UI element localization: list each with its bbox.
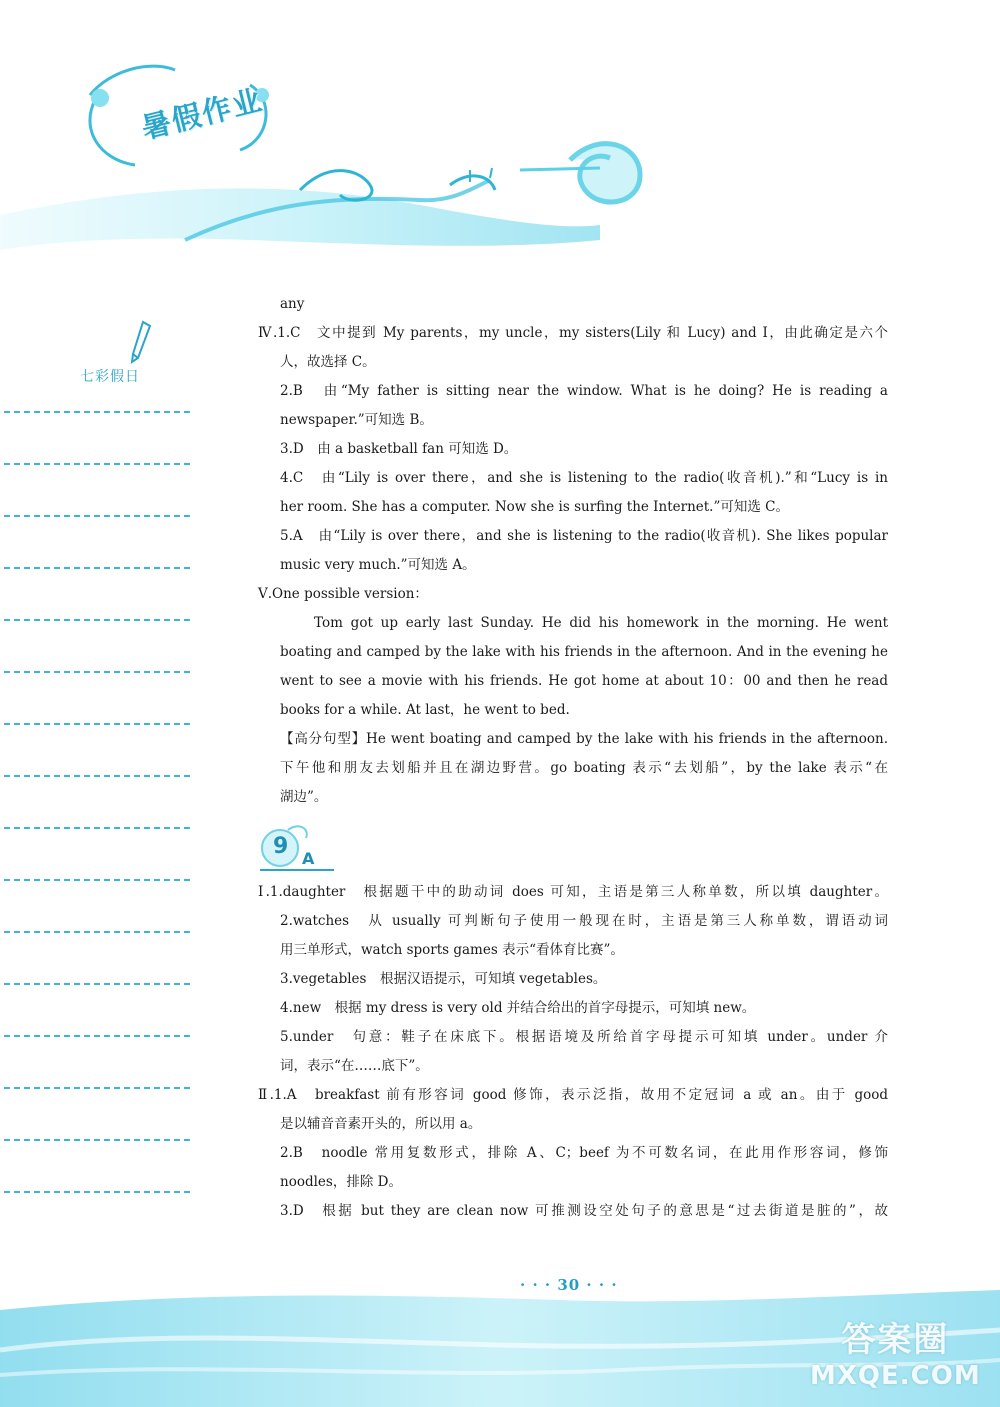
text-line: 2.B 由“My father is sitting near the window. What is he doing? He is reading a — [280, 383, 888, 399]
text-line: Tom got up early last Sunday. He did his homework in the morning. He went — [314, 615, 888, 631]
note-line — [4, 463, 190, 465]
text-line: Ⅰ.1.daughter 根据题干中的助动词 does 可知，主语是第三人称单数，所以填 daughter。 — [258, 884, 888, 900]
note-line — [4, 775, 190, 777]
page-number: · · · 30 · · · — [520, 1276, 618, 1294]
note-line — [4, 1139, 190, 1141]
note-line — [4, 879, 190, 881]
note-line — [4, 619, 190, 621]
note-line — [4, 983, 190, 985]
note-line — [4, 515, 190, 517]
watermark-url: MXQE.COM — [810, 1361, 981, 1391]
text-line: 【高分句型】He went boating and camped by the lake with his friends in the afternoon. — [280, 731, 888, 747]
text-line: her room. She has a computer. Now she is surfing the Internet.”可知选 C。 — [280, 499, 789, 515]
pen-icon — [128, 320, 152, 366]
unit-badge-icon — [258, 824, 338, 874]
note-line — [4, 411, 190, 413]
text-line: 4.new 根据 my dress is very old 并结合给出的首字母提示，可知填 new。 — [280, 1000, 756, 1016]
text-line: boating and camped by the lake with his friends in the afternoon. And in the evening he — [280, 644, 888, 660]
text-line: 是以辅音音素开头的，所以用 a。 — [280, 1116, 482, 1132]
note-line — [4, 827, 190, 829]
text-line: 2.B noodle 常用复数形式，排除 A、C；beef 为不可数名词，在此用作形容词，修饰 — [280, 1145, 888, 1161]
text-line: books for a while. At last，he went to bed. — [280, 702, 570, 718]
brand-title: 暑假作业 — [138, 82, 267, 146]
text-line: 3.D 根据 but they are clean now 可推测设空处句子的意思是“过去街道是脏的”，故 — [280, 1203, 888, 1219]
text-line: 湖边”。 — [280, 789, 328, 805]
text-line: 4.C 由“Lily is over there，and she is listening to the radio(收音机).”和“Lucy is in — [280, 470, 888, 486]
text-line: 3.vegetables 根据汉语提示，可知填 vegetables。 — [280, 971, 607, 987]
note-line — [4, 1035, 190, 1037]
site-watermark — [810, 1312, 981, 1391]
sidebar-label: 七彩假日 — [80, 369, 140, 385]
text-line: Ⅱ.1.A breakfast 前有形容词 good 修饰，表示泛指，故用不定冠词 a 或 an。由于 good — [258, 1087, 888, 1103]
watermark-logo-text: 答案圈 — [841, 1320, 950, 1360]
unit-letter: A — [302, 849, 315, 868]
text-line: Ⅳ.1.C 文中提到 My parents，my uncle，my sisters(Lily 和 Lucy) and I，由此确定是六个 — [258, 325, 888, 341]
note-line — [4, 931, 190, 933]
text-line: noodles，排除 D。 — [280, 1174, 402, 1190]
text-line: music very much.”可知选 A。 — [280, 557, 476, 573]
text-line: went to see a movie with his friends. He got home at about 10：00 and then he read — [280, 673, 888, 689]
note-line — [4, 1087, 190, 1089]
note-line — [4, 723, 190, 725]
text-line: any — [280, 296, 305, 312]
text-line: Ⅴ.One possible version： — [258, 586, 428, 602]
text-line: 下午他和朋友去划船并且在湖边野营。go boating 表示“去划船”，by the lake 表示“在 — [280, 760, 888, 776]
unit-badge — [258, 824, 888, 874]
note-line — [4, 567, 190, 569]
note-line — [4, 1191, 190, 1193]
text-line: 用三单形式，watch sports games 表示“看体育比赛”。 — [280, 942, 624, 958]
answer-content — [258, 290, 888, 1226]
text-line: 3.D 由 a basketball fan 可知选 D。 — [280, 441, 518, 457]
text-line: 词，表示“在……底下”。 — [280, 1058, 429, 1074]
text-line: newspaper.”可知选 B。 — [280, 412, 433, 428]
note-line — [4, 671, 190, 673]
text-line: 5.A 由“Lily is over there，and she is listening to the radio(收音机). She likes popular — [280, 528, 888, 544]
text-line: 2.watches 从 usually 可判断句子使用一般现在时，主语是第三人称单数，谓语动词 — [280, 913, 888, 929]
unit-number: 9 — [273, 834, 289, 859]
text-line: 人，故选择 C。 — [280, 354, 376, 370]
text-line: 5.under 句意：鞋子在床底下。根据语境及所给首字母提示可知填 under。under 介 — [280, 1029, 888, 1045]
